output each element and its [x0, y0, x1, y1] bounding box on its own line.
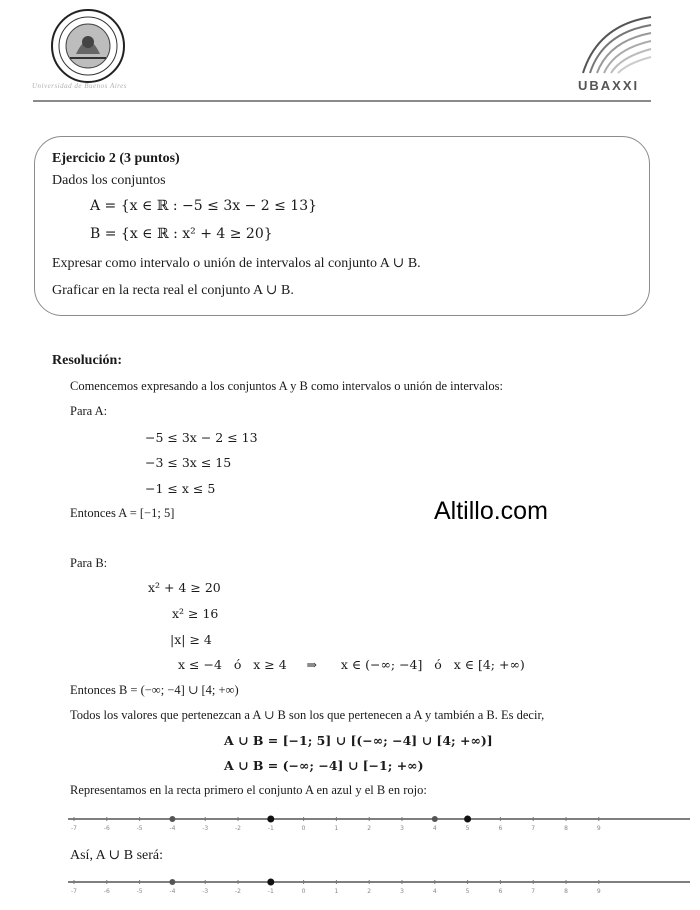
exercise-task-2: Graficar en la recta real el conjunto A ∪ B.: [52, 283, 294, 298]
numline-2-tick-label: 0: [301, 888, 306, 895]
a-result: Entonces A = [−1; 5]: [70, 506, 175, 520]
numline-1-tick-label: 1: [334, 825, 339, 832]
numline-2-point: [169, 879, 175, 885]
numline-1-tick-label: -2: [235, 825, 241, 832]
ubaxxi-arcs-logo: [578, 15, 653, 75]
para-b-label: Para B:: [70, 556, 108, 570]
set-a-definition: A = {x ∈ ℝ : −5 ≤ 3x − 2 ≤ 13}: [90, 198, 318, 214]
numline-2-tick-label: 9: [596, 888, 601, 895]
numline-1-tick-label: 6: [498, 825, 503, 832]
numline-2-tick-label: 5: [465, 888, 470, 895]
numline-2-tick-label: -6: [103, 888, 110, 895]
para-a-label: Para A:: [70, 404, 108, 418]
numline-2-tick-label: 4: [432, 888, 437, 895]
numline-1-tick-label: 3: [400, 825, 404, 832]
graph-explanation: Representamos en la recta primero el conjunto A en azul y el B en rojo:: [70, 783, 427, 797]
numline-1-point: [267, 816, 274, 823]
exercise-intro: Dados los conjuntos: [52, 173, 166, 188]
brand-name: UBAXXI: [578, 78, 640, 93]
resolution-intro: Comencemos expresando a los conjuntos A y B como intervalos o unión de intervalos:: [70, 379, 503, 393]
numline-1-tick-label: 0: [301, 825, 306, 832]
numline-1-point: [432, 816, 438, 822]
a-step-3: −1 ≤ x ≤ 5: [145, 481, 216, 496]
numline-2-tick-label: -7: [71, 888, 77, 895]
b-step-2: x² ≥ 16: [172, 606, 219, 621]
b-step-3: |x| ≥ 4: [170, 632, 212, 647]
numline-2-tick-label: -1: [267, 888, 274, 895]
numline-2-tick-label: -2: [235, 888, 241, 895]
numline-2-tick-label: 3: [400, 888, 404, 895]
union-step-2: A ∪ B = (−∞; −4] ∪ [−1; +∞): [224, 758, 424, 773]
numline-1-tick-label: -4: [169, 825, 176, 832]
b-step-4: x ≤ −4 ó x ≥ 4 ⇒ x ∈ (−∞; −4] ó x ∈ [4; +∞): [178, 657, 525, 672]
numline-2-tick-label: 2: [367, 888, 372, 895]
university-seal-logo: [50, 8, 126, 84]
set-b-definition: B = {x ∈ ℝ : x² + 4 ≥ 20}: [90, 226, 273, 242]
numline-1-tick-label: 2: [367, 825, 372, 832]
exercise-task-1: Expresar como intervalo o unión de intervalos al conjunto A ∪ B.: [52, 256, 421, 271]
numline-2-tick-label: -4: [169, 888, 176, 895]
seal-caption: Universidad de Buenos Aires: [32, 82, 127, 90]
a-step-2: −3 ≤ 3x ≤ 15: [145, 455, 232, 470]
numline-1-tick-label: -7: [71, 825, 77, 832]
resolution-heading: Resolución:: [52, 353, 122, 368]
numline-2-tick-label: 8: [564, 888, 568, 895]
number-line-union: [68, 875, 693, 899]
numline-1-tick-label: -3: [202, 825, 209, 832]
b-step-1: x² + 4 ≥ 20: [148, 580, 221, 595]
numline-1-tick-label: 4: [432, 825, 437, 832]
numline-2-tick-label: 7: [531, 888, 536, 895]
final-graph-label: Así, A ∪ B será:: [70, 848, 164, 863]
numline-1-point: [169, 816, 175, 822]
numline-1-point: [464, 816, 471, 823]
numline-1-tick-label: 7: [531, 825, 536, 832]
union-step-1: A ∪ B = [−1; 5] ∪ [(−∞; −4] ∪ [4; +∞)]: [224, 733, 493, 748]
exercise-title: Ejercicio 2 (3 puntos): [52, 151, 180, 166]
numline-2-point: [267, 879, 274, 886]
numline-2-tick-label: 1: [334, 888, 339, 895]
numline-2-tick-label: 6: [498, 888, 503, 895]
numline-1-tick-label: -5: [136, 825, 143, 832]
numline-1-tick-label: -6: [103, 825, 110, 832]
numline-1-tick-label: -1: [267, 825, 274, 832]
numline-2-tick-label: -5: [136, 888, 143, 895]
numline-1-tick-label: 8: [564, 825, 568, 832]
numline-1-tick-label: 5: [465, 825, 470, 832]
numline-1-tick-label: 9: [596, 825, 601, 832]
watermark: Altillo.com: [434, 497, 548, 525]
numline-2-tick-label: -3: [202, 888, 209, 895]
union-explanation: Todos los valores que pertenezcan a A ∪ B son los que pertenecen a A y también a B. Es decir,: [70, 708, 545, 722]
b-result: Entonces B = (−∞; −4] ∪ [4; +∞): [70, 683, 239, 697]
header-divider: [33, 100, 651, 102]
number-line-a-and-b: [68, 812, 693, 836]
a-step-1: −5 ≤ 3x − 2 ≤ 13: [145, 430, 258, 445]
